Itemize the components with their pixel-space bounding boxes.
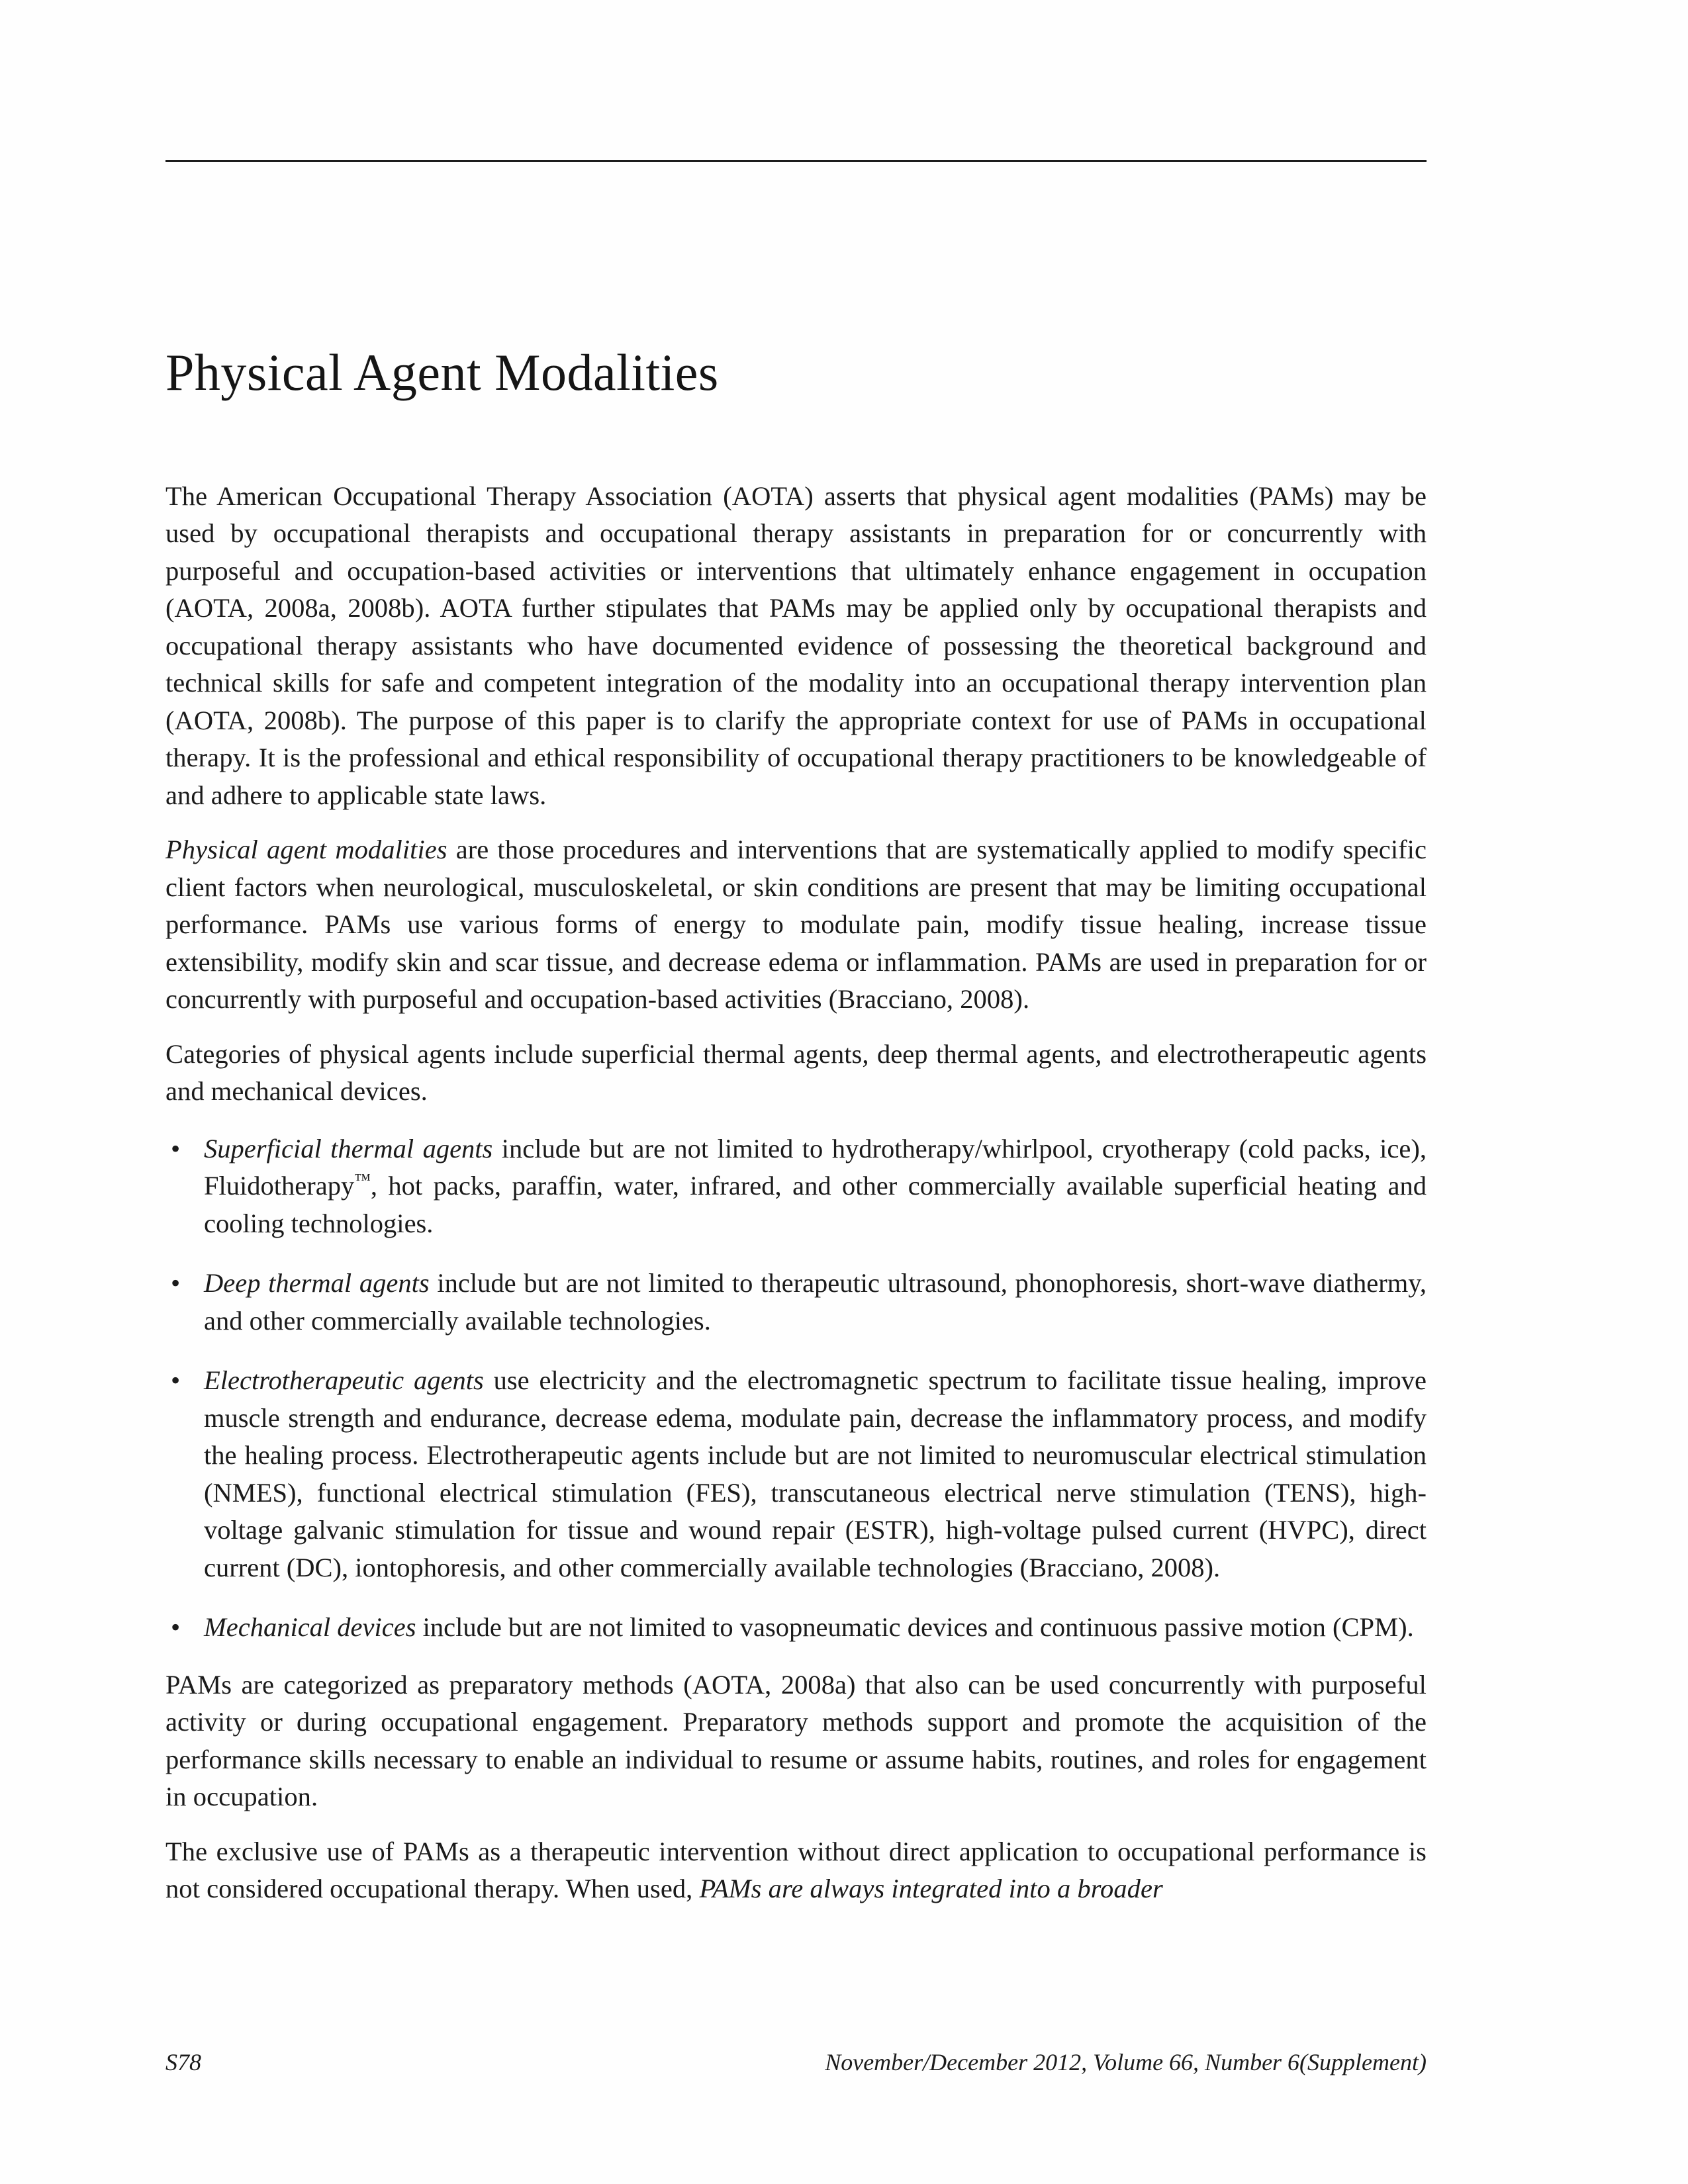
list-item-text-b: , hot packs, paraffin, water, infrared, and other commercially available superficial heating and cooling technologies. — [204, 1171, 1427, 1238]
paragraph-intro: The American Occupational Therapy Association (AOTA) asserts that physical agent modalities (PAMs) may be used by occupational therapists and occupational therapy assistants in preparation for or concurrently with purposeful and occupation-based activities or interventions that ultimately enhance engagement in occupation (AOTA, 2008a, 2008b). AOTA further stipulates that PAMs may be applied only by occupational therapists and occupational therapy assistants who have documented evidence of possessing the theoretical background and technical skills for safe and competent integration of the modality into an occupational therapy intervention plan (AOTA, 2008b). The purpose of this paper is to clarify the appropriate context for use of PAMs in occupational therapy. It is the professional and ethical responsibility of occupational therapy practitioners to be knowledgeable of and adhere to applicable state laws. — [165, 480, 1427, 810]
list-item-body — [204, 1130, 1427, 1243]
list-item-term: Superficial thermal agents — [204, 1133, 493, 1163]
list-item-text-a: include but are not limited to hydrotherapy/whirlpool, cryotherapy (cold packs, ice), Fluidotherapy — [204, 1133, 1427, 1201]
categories-list — [165, 1130, 1427, 1647]
paragraph-definition-text: are those procedures and interventions that are systematically applied to modify specific client factors when neurological, musculoskeletal, or skin conditions are present that may be limiting occupational performance. PAMs use various forms of energy to modulate pain, modify tissue healing, increase tissue extensibility, modify skin and scar tissue, and decrease edema or inflammation. PAMs are used in preparation for or concurrently with purposeful and occupation-based activities (Bracciano, 2008). — [165, 835, 1427, 1015]
term-physical-agent-modalities: Physical agent modalities — [165, 835, 447, 865]
bullet-icon: • — [171, 1133, 181, 1163]
bullet-icon: • — [171, 1365, 181, 1396]
paragraph-categories: Categories of physical agents include superficial thermal agents, deep thermal agents, and electrotherapeutic agents and mechanical devices. — [165, 1038, 1427, 1107]
paragraph-preparatory-methods: PAMs are categorized as preparatory methods (AOTA, 2008a) that also can be used concurrently with purposeful activity or during occupational engagement. Preparatory methods support and promote the acquisition of the performance skills necessary to enable an individual to resume or assume habits, routines, and roles for engagement in occupation. — [165, 1669, 1427, 1812]
list-item-body — [204, 1362, 1427, 1586]
list-item-text-a: use electricity and the electromagnetic spectrum to facilitate tissue healing, improve muscle strength and endurance, decrease edema, modulate pain, decrease the inflammatory process, and modify the healing process. Electrotherapeutic agents include but are not limited to neuromuscular electrical stimulation (NMES), functional electrical stimulation (FES), transcutaneous electrical nerve stimulation (TENS), high-voltage galvanic stimulation for tissue and wound repair (ESTR), high-voltage pulsed current (HVPC), direct current (DC), iontophoresis, and other commercially available technologies (Bracciano, 2008). — [204, 1365, 1427, 1582]
page-footer — [165, 2048, 1427, 2076]
paragraph-definition — [165, 831, 1427, 1019]
paragraph-exclusive-use-text: The exclusive use of PAMs as a therapeutic intervention without direct application to occupational performance is not considered occupational therapy. When used, — [165, 1836, 1427, 1904]
list-item-text-a: include but are not limited to therapeutic ultrasound, phonophoresis, short-wave diathermy, and other commercially available technologies. — [204, 1268, 1427, 1336]
bullet-icon: • — [171, 1612, 181, 1643]
trademark-icon: ™ — [354, 1171, 371, 1189]
list-item-term: Electrotherapeutic agents — [204, 1365, 484, 1396]
page-title: Physical Agent Modalities — [165, 343, 719, 401]
list-item-text-a: include but are not limited to vasopneumatic devices and continuous passive motion (CPM). — [416, 1612, 1414, 1643]
list-item-body — [204, 1265, 1427, 1340]
paragraph-exclusive-use-italic: PAMs are always integrated into a broader — [699, 1874, 1163, 1904]
page-content — [165, 199, 1427, 1908]
footer-page-number: S78 — [165, 2049, 201, 2075]
list-item — [165, 1265, 1427, 1340]
list-item-body — [204, 1609, 1427, 1647]
list-item — [165, 1609, 1427, 1647]
article-body — [165, 478, 1427, 1908]
header-divider — [165, 160, 1427, 162]
list-item — [165, 1362, 1427, 1586]
list-item-term: Mechanical devices — [204, 1612, 416, 1643]
paragraph-exclusive-use — [165, 1833, 1427, 1908]
bullet-icon: • — [171, 1268, 181, 1298]
footer-citation: November/December 2012, Volume 66, Number 6(Supplement) — [825, 2049, 1427, 2075]
list-item — [165, 1130, 1427, 1243]
list-item-term: Deep thermal agents — [204, 1268, 430, 1298]
